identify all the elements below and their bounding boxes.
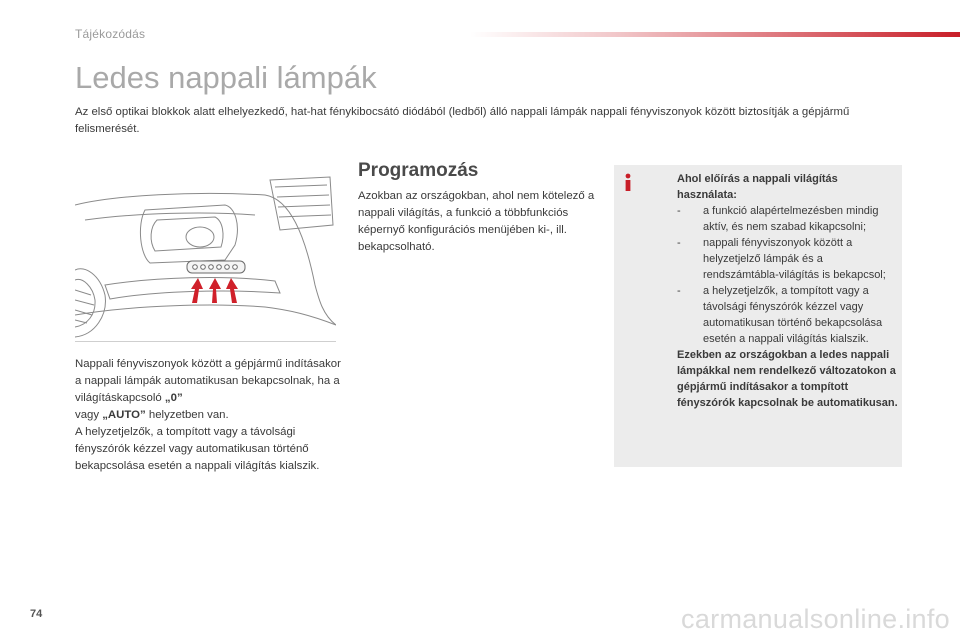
left-paragraph-part1-end: helyzetben van. [145, 409, 229, 421]
list-dash: - [677, 237, 681, 249]
left-paragraph-mid: vagy [75, 409, 103, 421]
led-strip [187, 261, 245, 273]
info-list-text: a helyzetjelzők, a tompított vagy a távolsági fényszórók kézzel vagy automatikusan történő bekapcsolása esetén a nappali világítás kialszik. [703, 285, 883, 345]
intro-paragraph: Az első optikai blokkok alatt elhelyezkedő, hat-hat fénykibocsátó diódából (ledből) álló nappali lámpák nappali fényviszonyok között biztosítják a gépjármű felismerését. [75, 106, 850, 135]
switch-option-auto: „AUTO” [102, 409, 146, 421]
list-dash: - [677, 205, 681, 217]
info-list-item [677, 235, 899, 283]
info-box [614, 165, 902, 467]
car-front-led-illustration [75, 165, 336, 342]
info-list-text: a funkció alapértelmezésben mindig aktív, és nem szabad kikapcsolni; [703, 205, 879, 233]
pointer-arrows [191, 278, 238, 303]
page-number: 74 [30, 608, 43, 620]
info-heading: Ahol előírás a nappali világítás használata: [677, 173, 838, 201]
list-dash: - [677, 285, 681, 297]
page-title: Ledes nappali lámpák [75, 60, 377, 95]
info-content [677, 171, 899, 411]
left-paragraph [75, 356, 345, 475]
section-title: Tájékozódás [75, 27, 146, 41]
info-list-item [677, 283, 899, 347]
watermark: carmanualsonline.info [681, 604, 950, 634]
info-icon [622, 173, 634, 191]
info-list-item [677, 203, 899, 235]
illustration-svg [75, 165, 336, 341]
left-paragraph-part1: Nappali fényviszonyok között a gépjármű indításakor a nappali lámpák automatikusan bekapcsolnak, ha a világításkapcsoló [75, 358, 341, 404]
programming-paragraph: Azokban az országokban, ahol nem kötelező a nappali világítás, a funkció a többfunkciós képernyő konfigurációs menüjében ki-, ill. bekapcsolható. [358, 190, 595, 253]
info-list-text: nappali fényviszonyok között a helyzetjelző lámpák és a rendszámtábla-világítás is bekapcsol; [703, 237, 886, 281]
left-paragraph-part2: A helyzetjelzők, a tompított vagy a távolsági fényszórók kézzel vagy automatikusan történő bekapcsolása esetén a nappali világítás kialszik. [75, 426, 320, 472]
header-accent-line [470, 32, 960, 37]
programming-title: Programozás [358, 160, 479, 181]
info-footer: Ezekben az országokban a ledes nappali lámpákkal nem rendelkező változatokon a gépjármű indításakor a tompított fényszórók kapcsolnak be automatikusan. [677, 349, 898, 409]
switch-option-0: „0” [164, 392, 183, 404]
